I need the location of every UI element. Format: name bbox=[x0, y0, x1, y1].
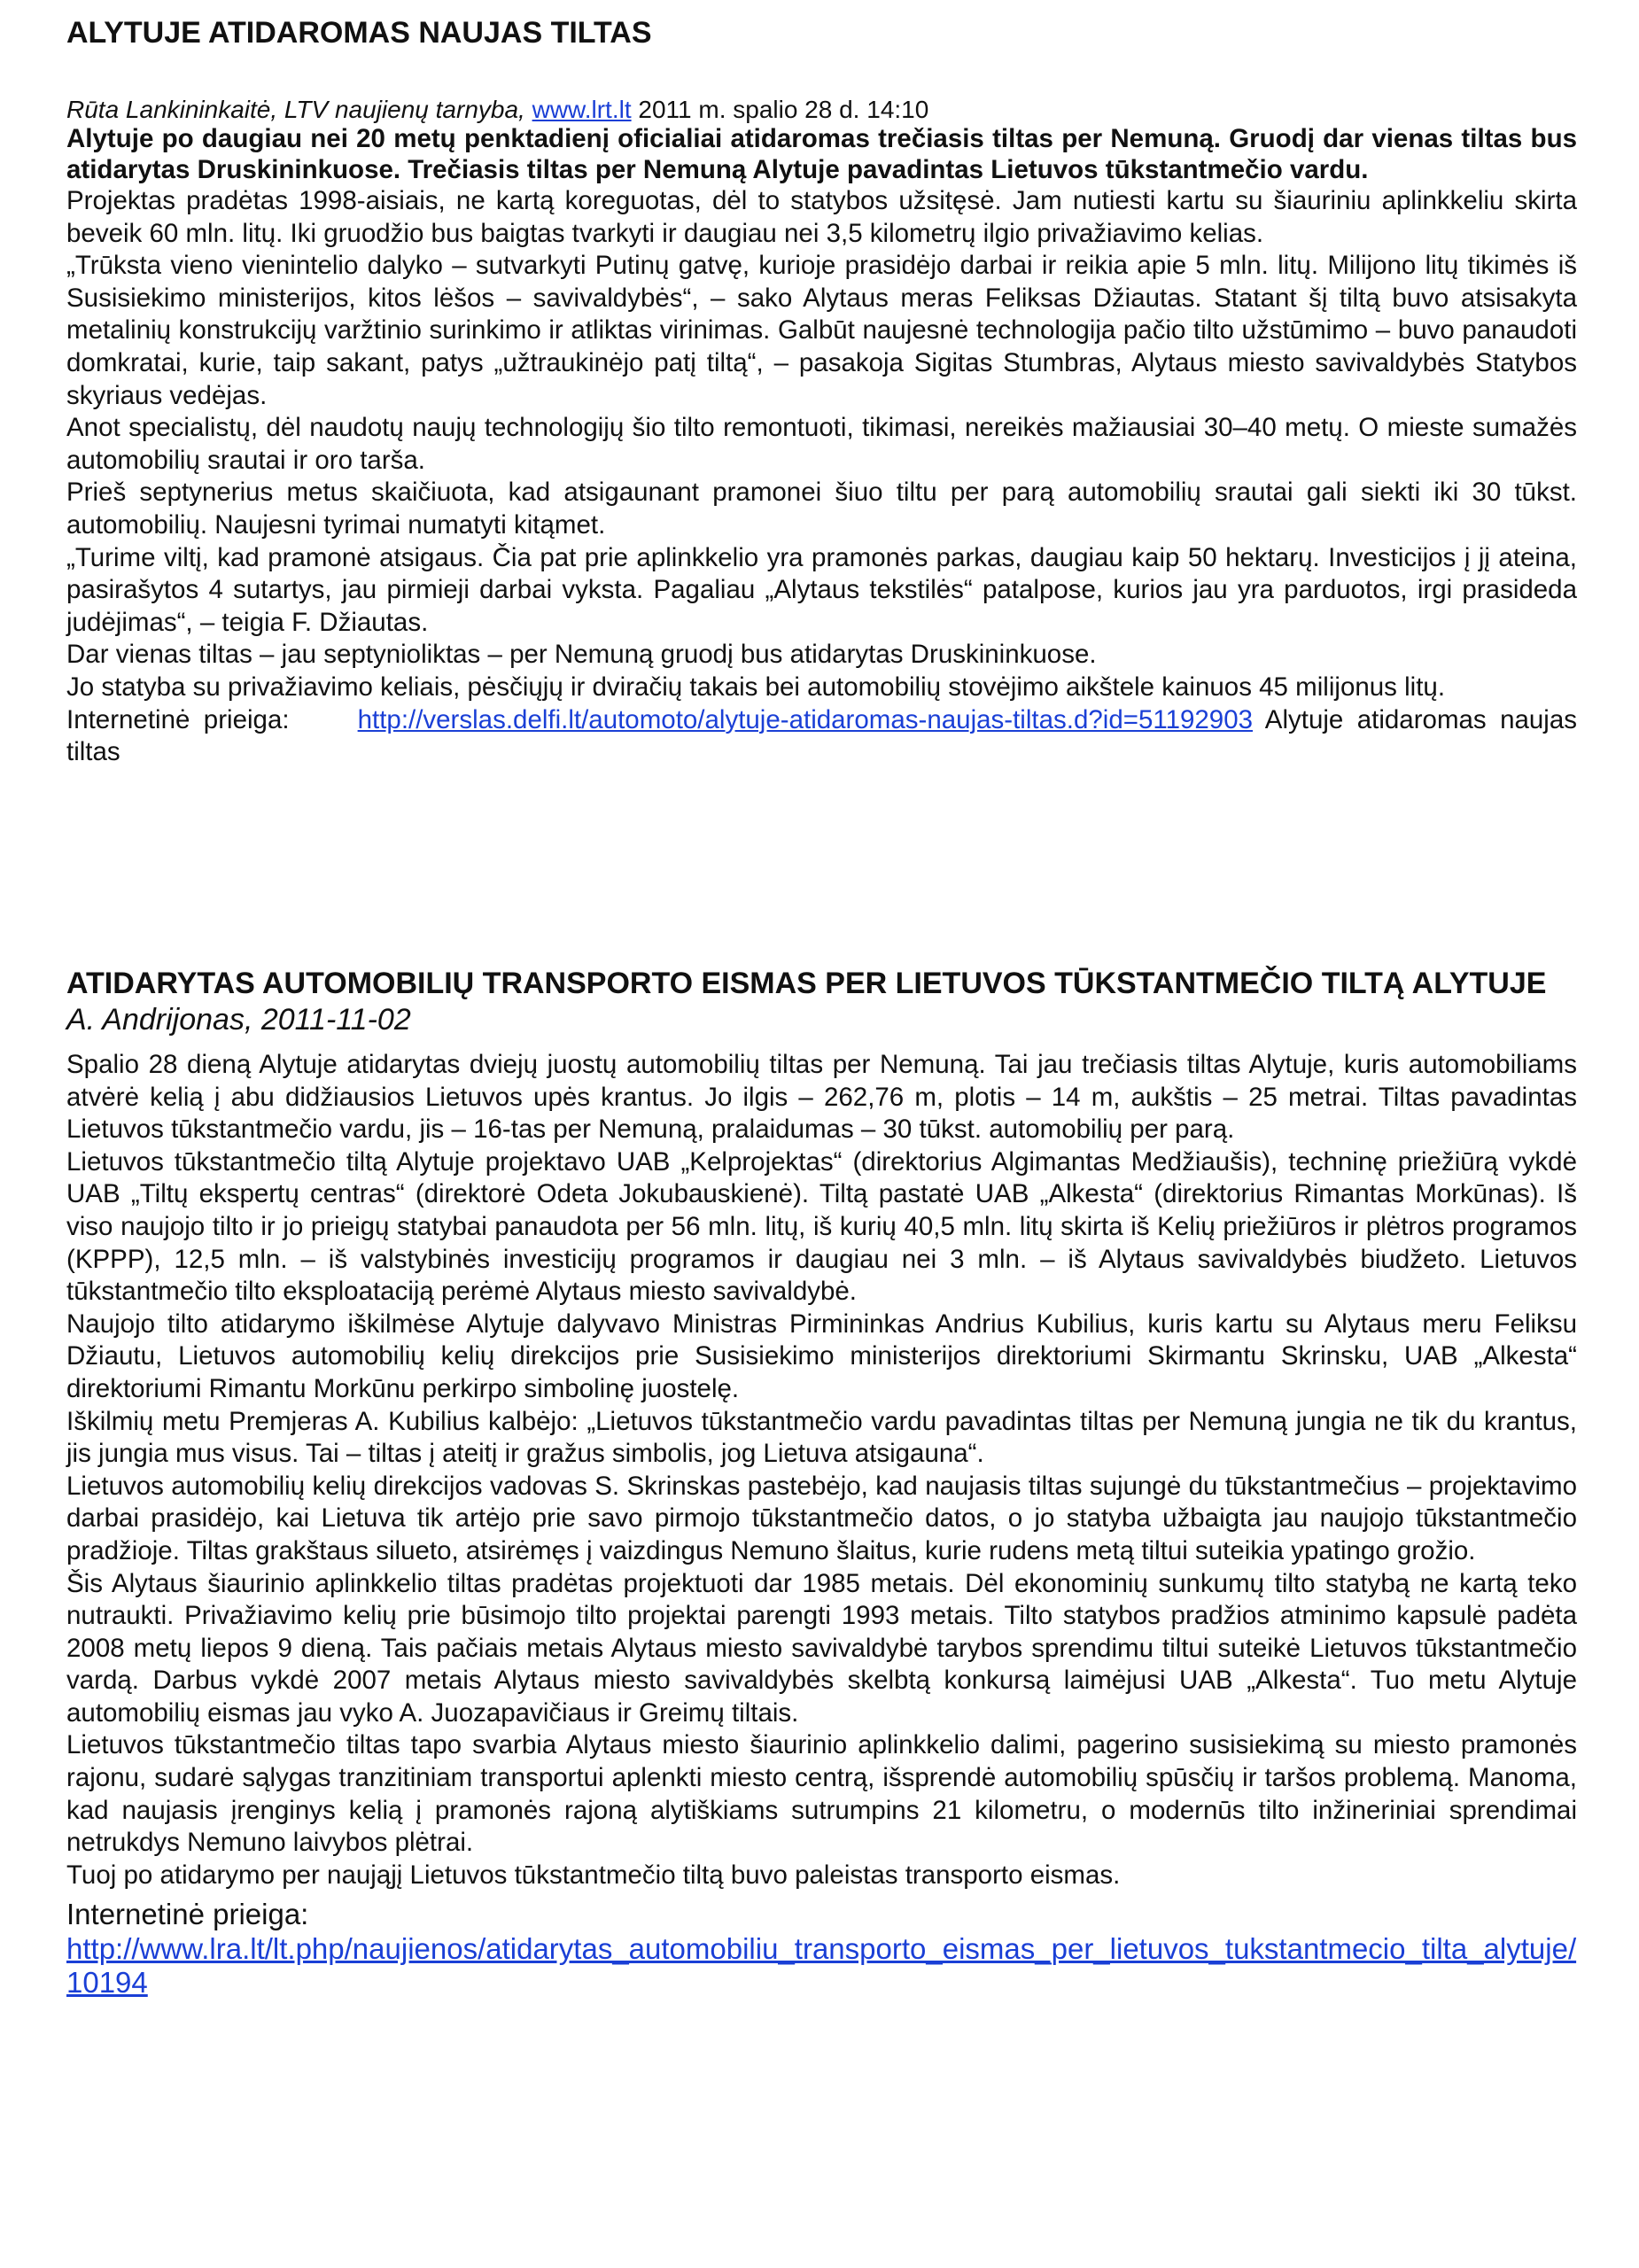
article-2-source-url[interactable]: http://www.lra.lt/lt.php/naujienos/atidarytas_automobiliu_transporto_eismas_per_lietuvos_tukstantmecio_tilta_alytuje/10194 bbox=[66, 1932, 1577, 2000]
article-1-lead: Alytuje po daugiau nei 20 metų penktadienį oficialiai atidaromas trečiasis tiltas per Nemuną. Gruodį dar vienas tiltas bus atidarytas Druskininkuose. Trečiasis tiltas per Nemuną Alytuje pavadintas Lietuvos tūkstantmečio vardu. bbox=[66, 124, 1577, 184]
article-1-paragraph: Anot specialistų, dėl naudotų naujų technologijų šio tilto remontuoti, tikimasi, nereikės mažiausiai 30–40 metų. O mieste sumažės automobilių srautai ir oro tarša. bbox=[66, 413, 1577, 475]
article-1-paragraph: Jo statyba su privažiavimo keliais, pėsčiųjų ir dviračių takais bei automobilių stovėjimo aikštele kainuos 45 milijonus litų. bbox=[66, 672, 1446, 702]
article-2-paragraph: Lietuvos tūkstantmečio tiltą Alytuje projektavo UAB „Kelprojektas“ (direktorius Algimantas Medžiaušis), techninę priežiūrą vykdė UAB „Tiltų ekspertų centras“ (direktorė Odeta Jokubauskienė). Tiltą pastatė UAB „Alkesta“ (direktorius Rimantas Morkūnas). Iš viso naujojo tilto ir jo prieigų statybai panaudota per 56 mln. litų, iš kurių 40,5 mln. litų skirta iš Kelių priežiūros ir plėtros programos (KPPP), 12,5 mln. – iš valstybinės investicijų programos ir daugiau nei 3 mln. – iš Alytaus savivaldybės biudžeto. Lietuvos tūkstantmečio tilto eksploataciją perėmė Alytaus miesto savivaldybė. bbox=[66, 1146, 1577, 1307]
article-1-source-link[interactable]: www.lrt.lt bbox=[532, 96, 632, 123]
article-1 bbox=[66, 16, 1577, 769]
article-1-source-url[interactable]: http://verslas.delfi.lt/automoto/alytuje-atidaromas-naujas-tiltas.d?id=51192903 bbox=[357, 704, 1254, 734]
article-2-paragraph: Lietuvos automobilių kelių direkcijos vadovas S. Skrinskas pastebėjo, kad naujasis tiltas sujungė du tūkstantmečius – projektavimo darbai prasidėjo, kai Lietuva tik artėjo prie savo pirmojo tūkstantmečio datos, o jo statyba užbaigta jau naujojo tūkstantmečio pradžioje. Tiltas grakštaus silueto, atsirėmęs į vaizdingus Nemuno šlaitus, kurie rudens metą tiltui suteikia ypatingo grožio. bbox=[66, 1471, 1577, 1565]
article-2-body bbox=[66, 1049, 1577, 1891]
article-2-source-url-wrap bbox=[66, 1932, 1577, 2000]
article-2-paragraph: Tuoj po atidarymo per naująjį Lietuvos tūkstantmečio tiltą buvo paleistas transporto eismas. bbox=[66, 1860, 1121, 1890]
article-1-title: ALYTUJE ATIDAROMAS NAUJAS TILTAS bbox=[66, 16, 652, 50]
article-2-paragraph: Šis Alytaus šiaurinio aplinkkelio tiltas pradėtas projektuoti dar 1985 metais. Dėl ekonominių sunkumų tilto statybą ne kartą teko nutraukti. Privažiavimo kelių prie būsimojo tilto projektai parengti 1993 metais. Tilto statybos pradžios atminimo kapsulė padėta 2008 metų liepos 9 dieną. Tais pačiais metais Alytaus miesto savivaldybė tarybos sprendimu tiltui suteikė Lietuvos tūkstantmečio vardą. Darbus vykdė 2007 metais Alytaus miesto savivaldybės skelbtą konkursą laimėjusi UAB „Alkesta“. Tuo metu Alytuje automobilių eismas jau vyko A. Juozapavičiaus ir Greimų tiltais. bbox=[66, 1568, 1577, 1728]
article-2-paragraph: Naujojo tilto atidarymo iškilmėse Alytuje dalyvavo Ministras Pirmininkas Andrius Kubilius, kuris kartu su Alytaus meru Feliksu Džiautu, Lietuvos automobilių kelių direkcijos prie Susisiekimo ministerijos direktoriumi Skirmantu Skrinsku, UAB „Alkesta“ direktoriumi Rimantu Morkūnu perkirpo simbolinę juostelę. bbox=[66, 1309, 1577, 1403]
article-2-paragraph: Spalio 28 dieną Alytuje atidarytas dviejų juostų automobilių tiltas per Nemuną. Tai jau trečiasis tiltas Alytuje, kuris automobiliams atvėrė kelią į abu didžiausios Lietuvos upės krantus. Jo ilgis – 262,76 m, plotis – 14 m, aukštis – 25 metrai. Tiltas pavadintas Lietuvos tūkstantmečio vardu, jis – 16-tas per Nemuną, pralaidumas – 30 tūkst. automobilių per parą. bbox=[66, 1050, 1577, 1145]
article-1-author: Rūta Lankininkaitė, LTV naujienų tarnyba, bbox=[66, 96, 525, 123]
article-1-paragraph: „Turime viltį, kad pramonė atsigaus. Čia pat prie aplinkkelio yra pramonės parkas, daugiau kaip 50 hektarų. Investicijos į jį ateina, pasirašytos 4 sutartys, jau pirmieji darbai vyksta. Pagaliau „Alytaus tekstilės“ patalpose, kurios jau yra parduotos, irgi prasideda judėjimas“, – teigia F. Džiautas. bbox=[66, 542, 1577, 637]
article-2 bbox=[66, 966, 1577, 2000]
article-1-paragraph: Dar vienas tiltas – jau septynioliktas – per Nemuną gruodį bus atidarytas Druskininkuose. bbox=[66, 640, 1097, 670]
article-1-source-label: Internetinė prieiga: bbox=[66, 704, 290, 734]
article-2-byline: A. Andrijonas, 2011-11-02 bbox=[66, 1003, 411, 1037]
article-2-title: ATIDARYTAS AUTOMOBILIŲ TRANSPORTO EISMAS PER LIETUVOS TŪKSTANTMEČIO TILTĄ ALYTUJE bbox=[66, 967, 1547, 1000]
article-1-paragraph: „Trūksta vieno vienintelio dalyko – sutvarkyti Putinų gatvę, kurioje prasidėjo darbai ir reikia apie 5 mln. litų. Milijono litų tikimės iš Susisiekimo ministerijos, kitos lėšos – savivaldybės“, – sako Alytaus meras Feliksas Džiautas. Statant šį tiltą buvo atsisakyta metalinių konstrukcijų varžtinio surinkimo ir atliktas virinimas. Galbūt naujesnė technologija pačio tilto užstūmimo – buvo panaudoti domkratai, kurie, taip sakant, patys „užtraukinėjo patį tiltą“, – pasakoja Sigitas Stumbras, Alytaus miesto savivaldybės Statybos skyriaus vedėjas. bbox=[66, 251, 1577, 410]
article-1-paragraph: Prieš septynerius metus skaičiuota, kad atsigaunant pramonei šiuo tiltu per parą automobilių srautai gali siekti iki 30 tūkst. automobilių. Naujesni tyrimai numatyti kitąmet. bbox=[66, 478, 1577, 540]
article-2-paragraph: Iškilmių metu Premjeras A. Kubilius kalbėjo: „Lietuvos tūkstantmečio vardu pavadintas tiltas per Nemuną jungia ne tik du krantus, jis jungia mus visus. Tai – tiltas į ateitį ir gražus simbolis, jog Lietuva atsigauna“. bbox=[66, 1406, 1577, 1469]
article-1-date: 2011 m. spalio 28 d. 14:10 bbox=[638, 96, 929, 123]
article-1-paragraph: Projektas pradėtas 1998-aisiais, ne kartą koreguotas, dėl to statybos užsitęsė. Jam nutiesti kartu su šiauriniu aplinkkeliu skirta beveik 60 mln. litų. Iki gruodžio bus baigtas tvarkyti ir daugiau nei 3,5 kilometrų ilgio privažiavimo kelias. bbox=[66, 186, 1577, 248]
article-1-byline bbox=[66, 96, 1577, 124]
article-2-paragraph: Lietuvos tūkstantmečio tiltas tapo svarbia Alytaus miesto šiaurinio aplinkkelio dalimi, pagerino susisiekimą su miesto pramonės rajonu, sudarė sąlygas tranzitiniam transportui aplenkti miesto centrą, išsprendė automobilių spūsčių ir taršos problemą. Manoma, kad naujasis įrenginys kelią į pramonės rajoną alytiškiams sutrumpins 21 kilometru, o modernūs tilto inžineriniai sprendimai netrukdys Nemuno laivybos plėtrai. bbox=[66, 1730, 1577, 1858]
article-1-source-suffix: Alytuje atidaromas naujas tiltas bbox=[66, 704, 1578, 767]
article-1-source bbox=[66, 704, 1577, 769]
article-2-source-label: Internetinė prieiga: bbox=[66, 1898, 309, 1931]
